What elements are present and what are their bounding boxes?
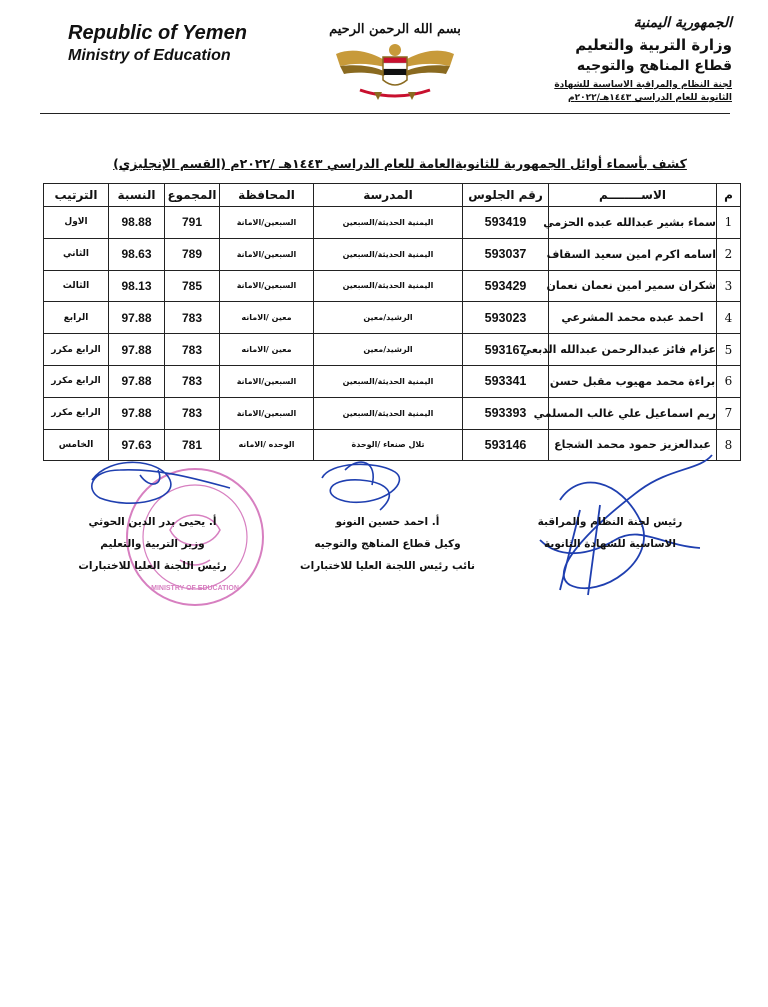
col-header-governorate: المحافظة	[220, 184, 314, 207]
cell-name: احمد عبده محمد المشرعي	[549, 302, 717, 334]
committee-head-role: الاساسية للشهادة الثانوية	[544, 538, 676, 550]
cell-school: اليمنية الحديثة/السبعين	[314, 238, 463, 270]
cell-seat: 593341	[463, 365, 549, 397]
cell-percentage: 97.88	[109, 397, 165, 429]
header-ar-line-ministry: وزارة التربية والتعليم	[575, 36, 732, 54]
committee-head-title: رئيس لجنة النظام والمراقبة	[537, 516, 683, 528]
cell-governorate: معين /الامانه	[220, 334, 314, 366]
minister-name: أ. يحيى بدر الدين الحوثي	[88, 516, 217, 528]
signature-middle	[322, 462, 399, 510]
header-ar-line-committee: لجنة النظام والمراقبة الاساسية للشهادة	[554, 80, 732, 90]
cell-total: 783	[165, 365, 220, 397]
cell-seat: 593419	[463, 207, 549, 239]
col-header-percentage: النسبة	[109, 184, 165, 207]
cell-total: 783	[165, 302, 220, 334]
cell-governorate: معين /الامانه	[220, 302, 314, 334]
cell-rank: الرابع مكرر	[44, 365, 109, 397]
cell-rank: الرابع مكرر	[44, 397, 109, 429]
document-title: كشف بأسماء أوائل الجمهورية للثانويةالعامة للعام الدراسي ١٤٤٣هـ /٢٠٢٢م (القسم الإنجليزي)	[113, 156, 687, 171]
cell-rank: الرابع	[44, 302, 109, 334]
cell-governorate: السبعين/الامانة	[220, 365, 314, 397]
deputy-title: وكيل قطاع المناهج والتوجيه	[314, 538, 461, 550]
cell-num: 7	[717, 397, 741, 429]
cell-seat: 593429	[463, 270, 549, 302]
cell-rank: الثالث	[44, 270, 109, 302]
cell-name: براءة محمد مهيوب مقبل حسن	[549, 365, 717, 397]
deputy-role: نائب رئيس اللجنة العليا للاختبارات	[300, 560, 475, 572]
cell-percentage: 97.63	[109, 429, 165, 461]
cell-name: شكران سمير امين نعمان نعمان	[549, 270, 717, 302]
cell-rank: الخامس	[44, 429, 109, 461]
minister-role: رئيس اللجنة العليا للاختبارات	[78, 560, 227, 572]
cell-school: اليمنية الحديثة/السبعين	[314, 397, 463, 429]
cell-num: 2	[717, 238, 741, 270]
cell-num: 8	[717, 429, 741, 461]
col-header-seat: رقم الجلوس	[463, 184, 549, 207]
cell-seat: 593393	[463, 397, 549, 429]
stamp-text: MINISTRY OF EDUCATION	[151, 585, 239, 592]
cell-governorate: السبعين/الامانة	[220, 270, 314, 302]
cell-num: 5	[717, 334, 741, 366]
cell-num: 1	[717, 207, 741, 239]
cell-seat: 593023	[463, 302, 549, 334]
cell-total: 783	[165, 397, 220, 429]
cell-percentage: 98.63	[109, 238, 165, 270]
cell-num: 6	[717, 365, 741, 397]
deputy-name: أ. احمد حسين النونو	[335, 516, 440, 528]
cell-total: 783	[165, 334, 220, 366]
cell-rank: الثاني	[44, 238, 109, 270]
signature-block-minister	[60, 511, 245, 577]
header-en-subtitle: Ministry of Education	[68, 47, 231, 64]
col-header-rank: الترتيب	[44, 184, 109, 207]
cell-school: اليمنية الحديثة/السبعين	[314, 207, 463, 239]
cell-total: 781	[165, 429, 220, 461]
minister-title: وزير التربية والتعليم	[100, 538, 205, 550]
signature-left	[92, 462, 230, 503]
cell-school: اليمنية الحديثة/السبعين	[314, 365, 463, 397]
cell-seat: 593146	[463, 429, 549, 461]
cell-percentage: 97.88	[109, 334, 165, 366]
cell-name: اسامه اكرم امين سعيد السقاف	[549, 238, 717, 270]
signature-block-committee-head	[510, 511, 710, 555]
signature-block-deputy	[295, 511, 480, 577]
col-header-num: م	[717, 184, 741, 207]
cell-rank: الرابع مكرر	[44, 334, 109, 366]
cell-school: الرشيد/معين	[314, 334, 463, 366]
cell-name: سماء بشير عبدالله عبده الحزمي	[549, 207, 717, 239]
cell-school: اليمنية الحديثة/السبعين	[314, 270, 463, 302]
cell-name: ريم اسماعيل علي غالب المسلمي	[549, 397, 717, 429]
cell-percentage: 98.13	[109, 270, 165, 302]
cell-school: تلال صنعاء /الوحدة	[314, 429, 463, 461]
col-header-school: المدرسة	[314, 184, 463, 207]
cell-num: 3	[717, 270, 741, 302]
cell-percentage: 98.88	[109, 207, 165, 239]
cell-name: عبدالعزيز حمود محمد الشجاع	[549, 429, 717, 461]
cell-percentage: 97.88	[109, 302, 165, 334]
basmala: بسم الله الرحمن الرحيم	[329, 22, 461, 37]
cell-governorate: السبعين/الامانة	[220, 238, 314, 270]
cell-name: عزام فائز عبدالرحمن عبدالله الدبعي	[549, 334, 717, 366]
header-ar-line-republic: الجمهورية اليمنية	[633, 15, 732, 31]
cell-total: 785	[165, 270, 220, 302]
cell-seat: 593037	[463, 238, 549, 270]
cell-school: الرشيد/معين	[314, 302, 463, 334]
cell-governorate: السبعين/الامانة	[220, 397, 314, 429]
header-en-title: Republic of Yemen	[68, 22, 247, 44]
cell-total: 789	[165, 238, 220, 270]
col-header-name: الاســــــــم	[549, 184, 717, 207]
header-ar-line-sector: قطاع المناهج والتوجيه	[576, 58, 732, 74]
cell-rank: الاول	[44, 207, 109, 239]
cell-governorate: السبعين/الامانة	[220, 207, 314, 239]
cell-total: 791	[165, 207, 220, 239]
cell-seat: 593167	[463, 334, 549, 366]
cell-governorate: الوحده /الامانه	[220, 429, 314, 461]
col-header-total: المجموع	[165, 184, 220, 207]
cell-num: 4	[717, 302, 741, 334]
cell-percentage: 97.88	[109, 365, 165, 397]
header-ar-line-year: الثانوية للعام الدراسي ١٤٤٣هـ/٢٠٢٢م	[568, 93, 732, 103]
